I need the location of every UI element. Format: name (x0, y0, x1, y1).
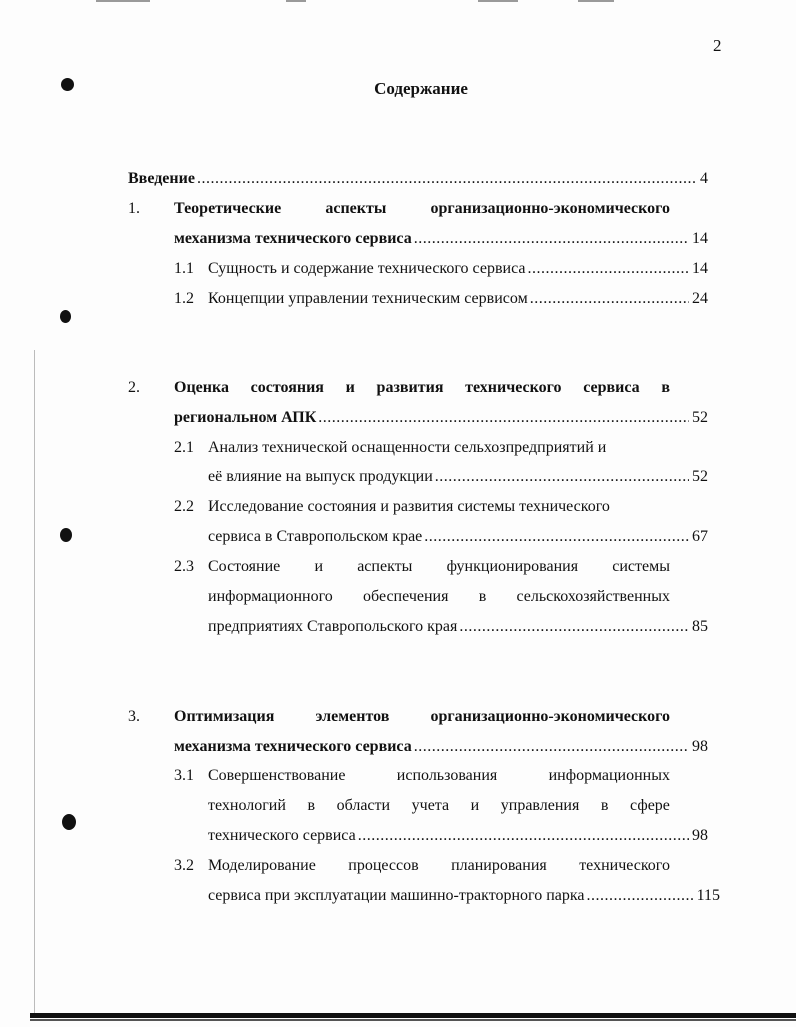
toc-entry-text: Сущность и содержание технического сервиса (208, 260, 526, 277)
leader-dots (527, 259, 689, 279)
heading-word: организационно-экономического (430, 708, 670, 725)
leader-dots (530, 289, 689, 309)
toc-entry-text: механизма технического сервиса (174, 738, 412, 755)
toc-entry-text: Исследование состояния и развития системы технического (208, 498, 610, 515)
leader-dots (414, 229, 689, 249)
toc-word: планирования (451, 857, 547, 874)
subsection-number: 2.2 (174, 498, 194, 515)
toc-entry-text: Введение (128, 170, 195, 187)
scan-artifact (96, 0, 150, 2)
subsection-number: 2.1 (174, 439, 194, 456)
toc-page-number: 115 (696, 887, 720, 904)
toc-entry-text: сервиса при эксплуатации машинно-тракторного парка (208, 887, 585, 904)
toc-entry-line (208, 856, 670, 876)
toc-word: обеспечения (363, 588, 449, 605)
toc-entry-2-3 (208, 617, 708, 637)
leader-dots (587, 886, 694, 906)
toc-entry-3-2 (208, 886, 720, 906)
binding-hole-mark (60, 310, 71, 323)
toc-word: системы (612, 558, 670, 575)
scan-artifact (478, 0, 518, 2)
toc-page-number: 98 (692, 827, 708, 844)
toc-word: Моделирование (208, 857, 316, 874)
toc-word: сфере (630, 797, 670, 814)
toc-word: Состояние (208, 558, 281, 575)
heading-word: сервиса (583, 379, 640, 396)
page-title: Содержание (374, 79, 468, 98)
toc-entry-text: её влияние на выпуск продукции (208, 468, 433, 485)
toc-entry-section-3 (174, 737, 708, 757)
toc-entry-text: Анализ технической оснащенности сельхозпредприятий и (208, 439, 607, 456)
section-heading-line (174, 199, 670, 219)
heading-word: Теоретические (174, 200, 282, 217)
toc-entry-2-2 (208, 527, 708, 547)
leader-dots (414, 737, 689, 757)
subsection-number: 3.1 (174, 767, 194, 784)
leader-dots (424, 527, 689, 547)
heading-word: Оценка (174, 379, 229, 396)
toc-entry-line (208, 438, 670, 458)
toc-word: в (478, 588, 487, 605)
leader-dots (197, 169, 697, 189)
scan-artifact (578, 0, 614, 2)
toc-word: информационных (548, 767, 670, 784)
toc-page-number: 4 (700, 170, 708, 187)
heading-word: аспекты (325, 200, 387, 217)
toc-entry-1-1 (208, 259, 708, 279)
heading-word: элементов (315, 708, 390, 725)
toc-page-number: 14 (692, 230, 708, 247)
heading-word: технического (465, 379, 562, 396)
section-number: 1. (128, 200, 140, 217)
toc-entry-line (208, 766, 670, 786)
heading-word: Оптимизация (174, 708, 275, 725)
section-heading-line (174, 378, 670, 398)
toc-page-number: 14 (692, 260, 708, 277)
toc-word: технологий (208, 797, 286, 814)
toc-word: Совершенствование (208, 767, 346, 784)
heading-word: развития (376, 379, 444, 396)
toc-page-number: 52 (692, 409, 708, 426)
toc-entry-intro (128, 169, 708, 189)
toc-word: функционирования (446, 558, 579, 575)
heading-word: состояния (250, 379, 324, 396)
toc-word: аспекты (357, 558, 413, 575)
toc-page-number: 67 (692, 528, 708, 545)
toc-entry-section-1 (174, 229, 708, 249)
heading-word: организационно-экономического (430, 200, 670, 217)
leader-dots (459, 617, 689, 637)
toc-word: процессов (348, 857, 419, 874)
toc-entry-section-2 (174, 408, 708, 428)
leader-dots (435, 467, 689, 487)
toc-entry-line (208, 796, 670, 816)
toc-word: области (336, 797, 391, 814)
toc-page-number: 98 (692, 738, 708, 755)
leader-dots (358, 826, 689, 846)
toc-entry-line (208, 497, 670, 517)
heading-word: в (661, 379, 670, 396)
toc-entry-text: сервиса в Ставропольском крае (208, 528, 423, 545)
toc-word: в (600, 797, 609, 814)
subsection-number: 1.2 (174, 290, 194, 307)
toc-word: использования (396, 767, 498, 784)
scan-edge (30, 1019, 796, 1021)
subsection-number: 1.1 (174, 260, 194, 277)
toc-word: технического (579, 857, 670, 874)
toc-word: управления (500, 797, 580, 814)
toc-entry-text: Концепции управлении техническим сервисом (208, 290, 528, 307)
toc-page-number: 52 (692, 468, 708, 485)
toc-word: информационного (208, 588, 333, 605)
subsection-number: 3.2 (174, 857, 194, 874)
toc-word: и (470, 797, 480, 814)
subsection-number: 2.3 (174, 558, 194, 575)
margin-line (34, 350, 35, 1015)
section-heading-line (174, 707, 670, 727)
toc-entry-text: предприятиях Ставропольского края (208, 618, 458, 635)
toc-word: сельскохозяйственных (516, 588, 670, 605)
toc-page-number: 24 (692, 290, 708, 307)
toc-word: учета (411, 797, 450, 814)
toc-entry-text: технического сервиса (208, 827, 356, 844)
toc-entry-3-1 (208, 826, 708, 846)
section-number: 3. (128, 708, 140, 725)
toc-entry-text: механизма технического сервиса (174, 230, 412, 247)
toc-entry-2-1 (208, 467, 708, 487)
leader-dots (318, 408, 689, 428)
toc-entry-line (208, 587, 670, 607)
toc-entry-text: региональном АПК (174, 409, 317, 426)
toc-page-number: 85 (692, 618, 708, 635)
heading-word: и (345, 379, 355, 396)
binding-hole-mark (62, 814, 76, 830)
binding-hole-mark (60, 528, 72, 542)
toc-word: в (307, 797, 316, 814)
scan-edge (30, 1013, 796, 1018)
scan-artifact (286, 0, 306, 2)
toc-entry-line (208, 557, 670, 577)
page-number: 2 (713, 36, 722, 55)
toc-word: и (314, 558, 323, 575)
section-number: 2. (128, 379, 140, 396)
toc-entry-1-2 (208, 289, 708, 309)
